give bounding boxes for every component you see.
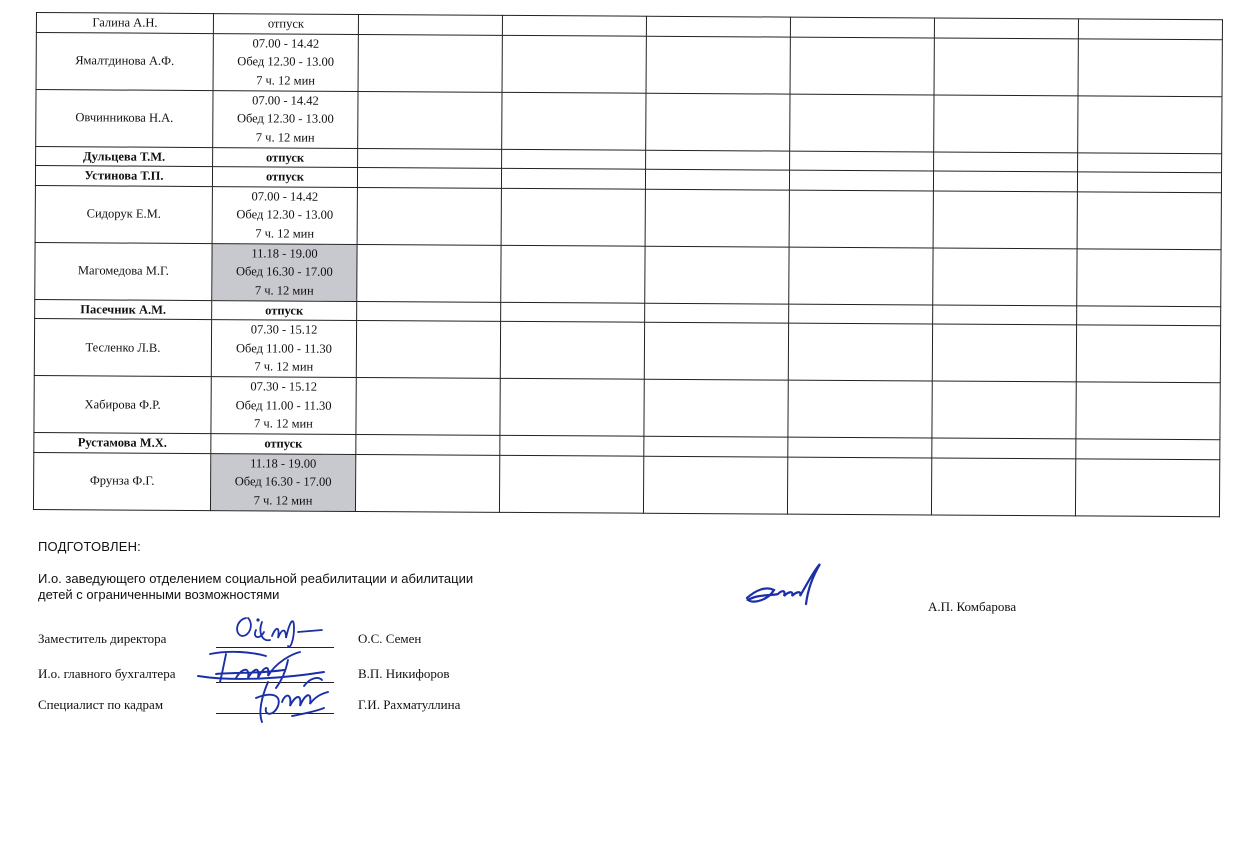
empty-day-cell <box>1076 325 1220 383</box>
employee-name-cell: Галина А.Н. <box>36 13 213 34</box>
empty-day-cell <box>789 247 933 305</box>
empty-day-cell <box>932 381 1076 439</box>
empty-day-cell <box>356 377 500 435</box>
signatory-name: О.С. Семен <box>358 631 422 646</box>
empty-day-cell <box>501 245 645 303</box>
signatory-role: Специалист по кадрам <box>38 697 164 712</box>
work-hours-cell <box>212 300 357 320</box>
empty-day-cell <box>787 457 931 515</box>
empty-day-cell <box>1075 458 1219 516</box>
empty-day-cell <box>931 457 1075 515</box>
work-hours-line: отпуск <box>265 302 304 318</box>
empty-day-cell <box>645 169 789 189</box>
work-hours-line: 7 ч. 12 мин <box>256 73 316 88</box>
table-row <box>34 318 1220 382</box>
empty-day-cell <box>932 438 1076 458</box>
empty-day-cell <box>643 456 787 514</box>
head-position <box>38 571 473 603</box>
empty-day-cell <box>789 190 933 248</box>
empty-day-cell <box>501 188 645 246</box>
work-hours-line: отпуск <box>266 149 305 165</box>
schedule-body <box>33 13 1222 517</box>
work-hours-line: отпуск <box>265 169 305 184</box>
work-hours-line: 7 ч. 12 мин <box>253 493 313 508</box>
empty-day-cell <box>933 190 1077 248</box>
empty-day-cell <box>788 380 932 438</box>
head-position-line-1: И.о. заведующего отделением социальной реабилитации и абилитации <box>38 571 474 586</box>
empty-day-cell <box>1077 191 1221 249</box>
table-row <box>33 452 1219 516</box>
work-hours-cell <box>212 186 357 244</box>
empty-day-cell <box>646 150 790 170</box>
empty-day-cell <box>646 16 790 36</box>
employee-name-cell: Овчинникова Н.А. <box>36 89 213 147</box>
work-hours-line: Обед 16.30 - 17.00 <box>235 264 333 280</box>
empty-day-cell <box>500 321 644 379</box>
empty-day-cell <box>646 93 790 151</box>
empty-day-cell <box>357 167 501 187</box>
empty-day-cell <box>645 246 789 304</box>
work-hours-line: 7 ч. 12 мин <box>255 130 315 145</box>
work-hours-cell <box>212 243 357 301</box>
employee-name-cell: Хабирова Ф.Р. <box>34 375 211 433</box>
work-hours-line: 07.00 - 14.42 <box>252 36 320 51</box>
work-hours-cell <box>211 434 356 454</box>
signatory-name: В.П. Никифоров <box>358 666 450 681</box>
empty-day-cell <box>789 304 933 324</box>
empty-day-cell <box>1078 38 1222 96</box>
table-row <box>36 32 1222 96</box>
prepared-heading: ПОДГОТОВЛЕН: <box>38 539 141 554</box>
empty-day-cell <box>502 92 646 150</box>
employee-name-cell: Ямалтдинова А.Ф. <box>36 32 213 90</box>
empty-day-cell <box>499 455 643 513</box>
table-row <box>34 375 1220 439</box>
empty-day-cell <box>790 37 934 95</box>
empty-day-cell <box>356 320 500 378</box>
work-hours-cell <box>211 320 356 378</box>
work-hours-cell <box>210 453 355 511</box>
empty-day-cell <box>1078 95 1222 153</box>
empty-day-cell <box>788 437 932 457</box>
empty-day-cell <box>1078 152 1222 172</box>
work-hours-line: Обед 11.00 - 11.30 <box>235 340 332 356</box>
empty-day-cell <box>934 18 1078 38</box>
empty-day-cell <box>1076 382 1220 440</box>
empty-day-cell <box>357 301 501 321</box>
empty-day-cell <box>355 454 499 512</box>
empty-day-cell <box>500 435 644 455</box>
empty-day-cell <box>501 302 645 322</box>
empty-day-cell <box>644 322 788 380</box>
empty-day-cell <box>934 94 1078 152</box>
empty-day-cell <box>790 151 934 171</box>
employee-name-cell: Фрунза Ф.Г. <box>33 452 210 510</box>
empty-day-cell <box>788 323 932 381</box>
empty-day-cell <box>789 170 933 190</box>
empty-day-cell <box>1077 305 1221 325</box>
table-row <box>36 89 1222 153</box>
head-position-line-2: детей с ограниченными возможностями <box>38 587 280 602</box>
empty-day-cell <box>790 17 934 37</box>
work-hours-cell <box>213 90 358 148</box>
work-hours-line: 07.30 - 15.12 <box>250 379 318 394</box>
work-hours-cell <box>213 147 358 167</box>
work-hours-line: 7 ч. 12 мин <box>255 226 315 241</box>
work-hours-line: Обед 16.30 - 17.00 <box>234 474 332 490</box>
deputy-director-signature <box>228 612 338 652</box>
employee-name-cell: Устинова Т.П. <box>35 166 212 187</box>
empty-day-cell <box>933 304 1077 324</box>
empty-day-cell <box>933 247 1077 305</box>
work-hours-line: 7 ч. 12 мин <box>254 416 313 431</box>
empty-day-cell <box>1077 172 1221 192</box>
work-hours-line: отпуск <box>267 16 305 31</box>
empty-day-cell <box>644 379 788 437</box>
empty-day-cell <box>932 324 1076 382</box>
work-hours-line: Обед 12.30 - 13.00 <box>236 207 334 223</box>
empty-day-cell <box>356 434 500 454</box>
employee-name-cell: Тесленко Л.В. <box>34 318 211 376</box>
signatory-role: И.о. главного бухгалтера <box>38 666 176 681</box>
empty-day-cell <box>500 378 644 436</box>
head-signature <box>744 560 824 610</box>
work-hours-line: отпуск <box>264 436 303 451</box>
empty-day-cell <box>502 35 646 93</box>
empty-day-cell <box>502 15 646 35</box>
empty-day-cell <box>358 91 502 149</box>
head-name: А.П. Комбарова <box>928 599 1017 614</box>
empty-day-cell <box>1078 19 1222 39</box>
work-hours-line: 07.00 - 14.42 <box>251 189 319 204</box>
empty-day-cell <box>501 168 645 188</box>
empty-day-cell <box>645 189 789 247</box>
empty-day-cell <box>502 149 646 169</box>
empty-day-cell <box>646 36 790 94</box>
empty-day-cell <box>934 37 1078 95</box>
employee-name-cell: Пасечник А.М. <box>35 299 212 320</box>
empty-day-cell <box>1077 248 1221 306</box>
work-hours-line: 7 ч. 12 мин <box>254 283 314 298</box>
empty-day-cell <box>934 151 1078 171</box>
work-hours-line: 07.30 - 15.12 <box>250 322 318 337</box>
work-hours-cell <box>213 14 358 34</box>
empty-day-cell <box>357 244 501 302</box>
table-row <box>35 185 1221 249</box>
hr-specialist-signature <box>248 672 338 732</box>
work-hours-line: 11.18 - 19.00 <box>250 456 317 471</box>
signatory-role: Заместитель директора <box>38 631 167 646</box>
table-row <box>35 242 1221 306</box>
empty-day-cell <box>790 94 934 152</box>
employee-name-cell: Рустамова М.Х. <box>34 432 211 453</box>
work-hours-line: Обед 12.30 - 13.00 <box>237 54 335 70</box>
work-hours-line: 07.00 - 14.42 <box>252 93 319 108</box>
employee-name-cell: Сидорук Е.М. <box>35 185 212 243</box>
empty-day-cell <box>645 303 789 323</box>
work-hours-line: Обед 12.30 - 13.00 <box>236 111 334 127</box>
employee-name-cell: Магомедова М.Г. <box>35 242 212 300</box>
work-hours-line: Обед 11.00 - 11.30 <box>235 397 332 413</box>
empty-day-cell <box>1076 439 1220 459</box>
work-hours-line: 7 ч. 12 мин <box>254 359 314 374</box>
work-hours-cell <box>212 167 357 187</box>
empty-day-cell <box>933 171 1077 191</box>
empty-day-cell <box>357 187 501 245</box>
signatory-name: Г.И. Рахматуллина <box>358 697 461 712</box>
empty-day-cell <box>358 148 502 168</box>
work-hours-cell <box>211 377 356 435</box>
empty-day-cell <box>358 14 502 34</box>
work-schedule-table <box>33 12 1223 517</box>
empty-day-cell <box>358 34 502 92</box>
work-hours-line: 11.18 - 19.00 <box>251 246 318 261</box>
work-hours-cell <box>213 33 358 91</box>
employee-name-cell: Дульцева Т.М. <box>36 146 213 167</box>
empty-day-cell <box>644 436 788 456</box>
